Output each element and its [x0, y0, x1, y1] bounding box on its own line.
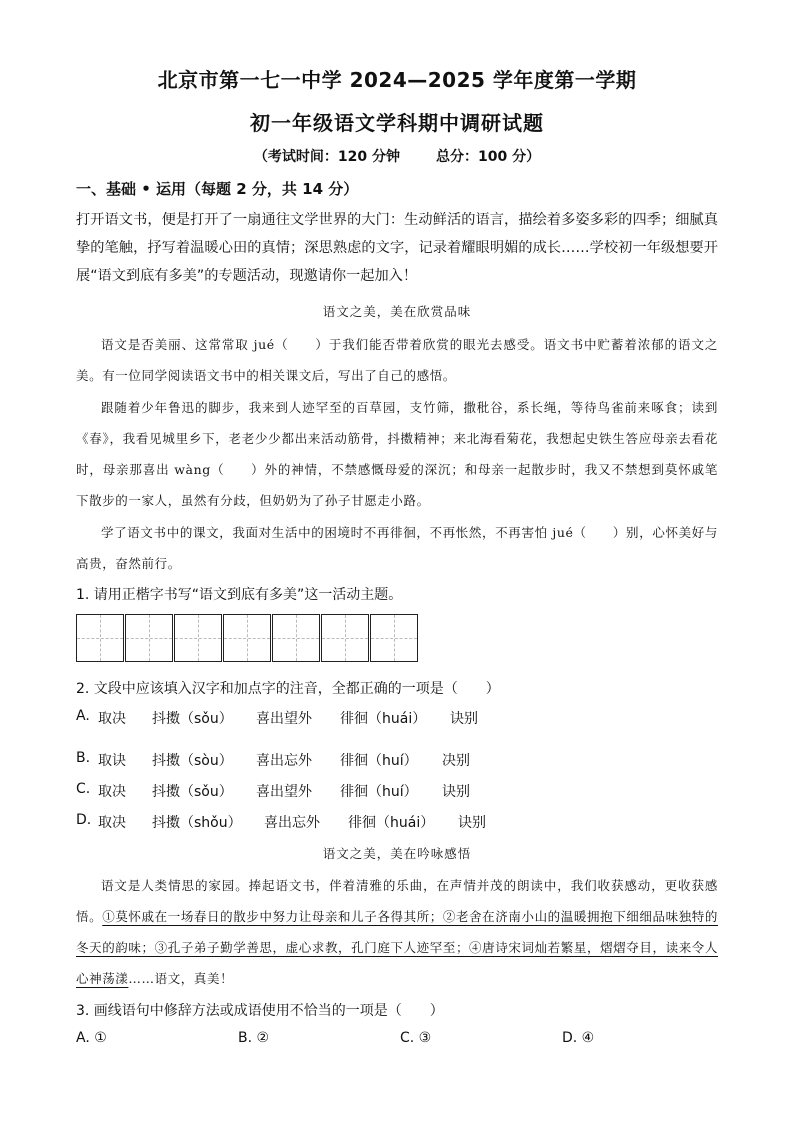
exam-time: （考试时间：120 分钟: [253, 149, 400, 165]
writing-grid[interactable]: [76, 614, 419, 662]
question-2-option-d[interactable]: D. 取决 抖擞（shǒu） 喜出忘外 徘徊（huái） 诀别: [76, 812, 486, 831]
writing-cell[interactable]: [223, 614, 271, 662]
writing-cell[interactable]: [272, 614, 320, 662]
section-1-intro: 打开语文书，便是打开了一扇通往文学世界的大门：生动鲜活的语言，描绘着多姿多彩的四季；细腻真挚的笔触，抒写着温暖心田的真情；深思熟虑的文字，记录着耀眼明媚的成长……学校初一年级想要开展“语文到底有多美”的专题活动，现邀请你一起加入！: [76, 212, 718, 284]
question-3-choice-d[interactable]: D. ④: [562, 1030, 595, 1046]
writing-cell[interactable]: [321, 614, 369, 662]
question-2: 2. 文段中应该填入汉字和加点字的注音，全都正确的一项是（ ）: [76, 681, 500, 697]
passage-2-text-end: ……语文，真美！: [128, 971, 234, 986]
question-3-choice-a[interactable]: A. ①: [76, 1030, 107, 1046]
passage-1-paragraph-3: 学了语文书中的课文，我面对生活中的困境时不再徘徊，不再怅然，不再害怕 jué（ ）别，心怀美好与高贵，奋然前行。: [76, 525, 718, 571]
section-1-title: 一、基础 • 运用（每题 2 分，共 14 分）: [76, 180, 359, 198]
exam-title-line1: 北京市第一七一中学 2024—2025 学年度第一学期: [157, 68, 637, 92]
passage-2-text-start: 语文是人类情思的家园。捧起语文书，伴着清雅的乐曲，在声情并茂的朗读中，我们收获感动，更收获感悟。: [76, 878, 718, 924]
question-3-choice-c[interactable]: C. ③: [400, 1030, 432, 1046]
writing-cell[interactable]: [174, 614, 222, 662]
exam-total-score: 总分：100 分）: [436, 149, 541, 165]
writing-cell[interactable]: [125, 614, 173, 662]
passage-1-paragraph-2: 跟随着少年鲁迅的脚步，我来到人迹罕至的百草园，支竹筛，撒秕谷，系长绳，等待鸟雀前来啄食；读到《春》，我看见城里乡下，老老少少都出来活动筋骨，抖擞精神；来北海看菊花，我想起史铁生答应母亲去看花时，母亲那喜出 wàng（ ）外的神情，不禁感慨母爱的深沉；和母亲一起散步时，我又不禁想到莫怀戚笔下散步的一家人，虽然有分歧，但奶奶为了孙子甘愿走小路。: [76, 400, 718, 508]
writing-cell[interactable]: [370, 614, 418, 662]
question-2-option-a[interactable]: A. 取决 抖擞（sǒu） 喜出望外 徘徊（huái） 诀别: [76, 708, 478, 727]
question-2-option-b[interactable]: B. 取诀 抖擞（sòu） 喜出忘外 徘徊（huí） 决别: [76, 750, 470, 769]
exam-title-line2: 初一年级语文学科期中调研试题: [250, 111, 544, 135]
writing-cell[interactable]: [76, 614, 124, 662]
question-3-choice-b[interactable]: B. ②: [238, 1030, 270, 1046]
passage-2-paragraph: [76, 870, 718, 994]
question-2-option-c[interactable]: C. 取决 抖擞（sǒu） 喜出望外 徘徊（huí） 诀别: [76, 781, 470, 800]
question-3: 3. 画线语句中修辞方法或成语使用不恰当的一项是（ ）: [76, 1003, 444, 1019]
question-1: 1. 请用正楷字书写“语文到底有多美”这一活动主题。: [76, 587, 403, 603]
passage-1-heading: 语文之美，美在欣赏品味: [322, 304, 472, 319]
passage-2-heading: 语文之美，美在吟咏感悟: [322, 846, 472, 861]
passage-1-paragraph-1: 语文是否美丽、这常常取 jué（ ）于我们能否带着欣赏的眼光去感受。语文书中贮蓄着浓郁的语文之美。有一位同学阅读语文书中的相关课文后，写出了自己的感悟。: [76, 337, 718, 383]
passage-2-underlined-sentences: ①莫怀戚在一场春日的散步中努力让母亲和儿子各得其所；②老舍在济南小山的温暖拥抱下细细品味独特的冬天的韵味；③孔子弟子勤学善思，虚心求教，孔门庭下人迹罕至；④唐诗宋词灿若繁星，熠熠夺目，读来令人心神荡漾: [76, 909, 719, 986]
exam-info: [0, 146, 794, 166]
